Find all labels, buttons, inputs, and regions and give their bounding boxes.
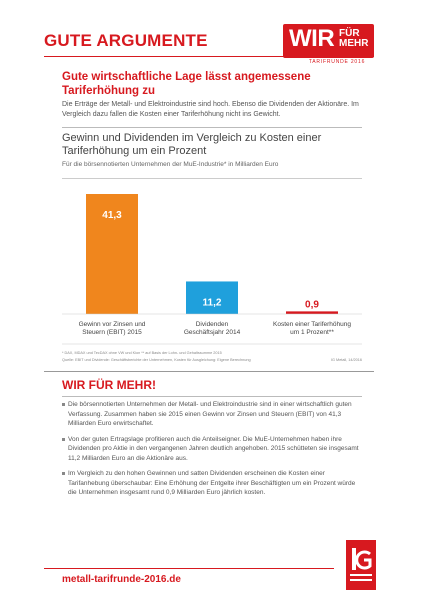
footnote-credit: IG Metall, 14/2016	[330, 358, 362, 362]
logo-text-mehr: MEHR	[339, 38, 369, 49]
argument-item: Im Vergleich zu den hohen Gewinnen und satten Dividenden erscheinen die Kosten einer Tarifanhebung überschaubar: Eine Erhöhung der Entgelte ihrer Beschäftigten um ein Prozent würde die Unternehmen insgesamt rund 0,9 Milliarden Euro jährlich kosten.	[62, 469, 362, 498]
chart-top-divider	[62, 127, 362, 128]
footnote-source: Quelle: EBIT und Dividende: Geschäftsberichte der Unternehmen, Kosten für Ausgleichung: Eigene Berechnung	[62, 358, 251, 362]
intro-text: Die Erträge der Metall- und Elektroindustrie sind hoch. Ebenso die Dividenden der Aktionäre. Im Vergleich dazu fallen die Kosten einer Tariferhöhung nicht ins Gewicht.	[62, 101, 359, 118]
page-title: GUTE ARGUMENTE	[44, 31, 208, 50]
category-label: Geschäftsjahr 2014	[183, 329, 241, 336]
logo-text-fuer: FÜR	[339, 28, 360, 39]
category-label: Steuern (EBIT) 2015	[82, 329, 142, 336]
footnote-2	[62, 358, 362, 363]
bar-value-label: 0,9	[305, 299, 319, 311]
category-label: Gewinn vor Zinsen und	[78, 321, 146, 328]
section-title: WIR FÜR MEHR!	[62, 378, 156, 392]
ig-metall-logo	[346, 540, 376, 590]
bar	[286, 311, 338, 314]
chart-title: Gewinn und Dividenden im Vergleich zu Kosten einer Tariferhöhung um ein Prozent	[62, 132, 322, 157]
logo-text-wir: WIR	[289, 25, 335, 52]
footer-divider	[44, 568, 334, 569]
argument-list	[62, 400, 362, 504]
logo-subtitle: TARIFRUNDE 2016	[308, 59, 366, 65]
category-label: Dividenden	[195, 321, 229, 328]
category-label: um 1 Prozent**	[290, 329, 334, 336]
bar-value-label: 11,2	[202, 297, 222, 309]
argument-item: Von der guten Ertragslage profitieren auch die Anteilseigner. Die MuE-Unternehmen haben ihre Dividenden pro Aktie in den vergangenen Jahren deutlich angehoben. 2015 schütteten sie insgesamt 11,2 Milliarden Euro an die Aktionäre aus.	[62, 435, 362, 464]
argument-item: Die börsennotierten Unternehmen der Metall- und Elektroindustrie sind in einer wirtschaftlich guten Verfassung. Zusammen haben sie 2015 einen Gewinn vor Zinsen und Steuern (EBIT) von 41,3 Milliarden Euro erwirtschaftet.	[62, 400, 362, 429]
bar-chart	[62, 180, 362, 348]
footnote-1: * DAX, MDAX und TecDAX ohne VW und Kion ** auf Basis der Lohn- und Gehaltssumme 2015	[62, 351, 222, 355]
wir-fuer-mehr-logo	[283, 24, 374, 58]
section-separator	[44, 371, 374, 372]
bar-value-label: 41,3	[102, 210, 122, 221]
chart-subtitle: Für die börsennotierten Unternehmen der MuE-Industrie* in Milliarden Euro	[62, 161, 279, 168]
chart-subtitle-divider	[62, 178, 362, 179]
footer-website-link[interactable]: metall-tarifrunde-2016.de	[62, 574, 181, 585]
headline: Gute wirtschaftliche Lage lässt angemessene Tariferhöhung zu	[62, 71, 311, 97]
category-label: Kosten einer Tariferhöhung	[273, 321, 351, 328]
section-divider	[62, 396, 362, 397]
